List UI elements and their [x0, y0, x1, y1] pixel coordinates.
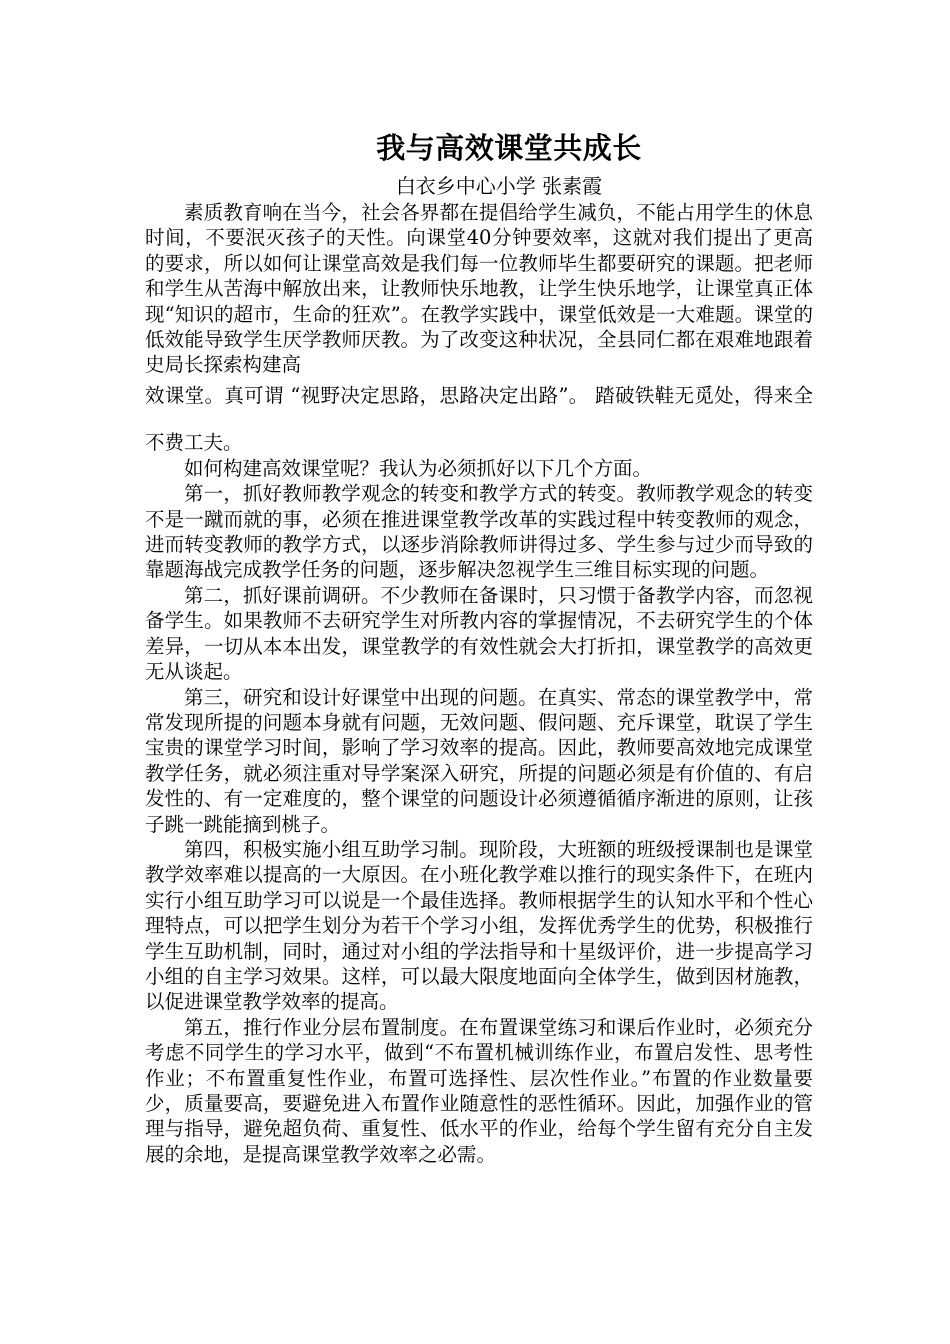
- paragraph-second-point: 第二，抓好课前调研。不少教师在备课时，只习惯于备教学内容，而忽视备学生。如果教师不去研究学生对所教内容的掌握情况，不去研究学生的个体差异，一切从本本出发，课堂教学的有效性就会大打折扣，课堂教学的高效更无从谈起。: [145, 583, 813, 684]
- paragraph-third-point: 第三，研究和设计好课堂中出现的问题。在真实、常态的课堂教学中，常常发现所提的问题本身就有问题，无效问题、假问题、充斥课堂，耽误了学生宝贵的课堂学习时间，影响了学习效率的提高。因此，教师要高效地完成课堂教学任务，就必须注重对导学案深入研究，所提的问题必须是有价值的、有启发性的、有一定难度的，整个课堂的问题设计必须遵循循序渐进的原则，让孩子跳一跳能摘到桃子。: [145, 685, 813, 836]
- paragraph-fifth-point: 第五，推行作业分层布置制度。在布置课堂练习和课后作业时，必须充分考虑不同学生的学习水平，做到“不布置机械训练作业，布置启发性、思考性作业；不布置重复性作业，布置可选择性、层次性作业。”布置的作业数量要少，质量要高，要避免进入布置作业随意性的恶性循环。因此，加强作业的管理与指导，避免超负荷、重复性、低水平的作业，给每个学生留有充分自主发展的余地，是提高课堂教学效率之必需。: [145, 1015, 813, 1166]
- document-page: [145, 128, 813, 1167]
- document-title: 我与高效课堂共成长: [376, 131, 642, 165]
- paragraph-intro: 素质教育响在当今，社会各界都在提倡给学生减负，不能占用学生的休息时间，不要泯灭孩子的天性。向课堂40分钟要效率，这就对我们提出了更高的要求，所以如何让课堂高效是我们每一位教师毕生都要研究的课题。把老师和学生从苦海中解放出来，让教师快乐地教，让学生快乐地学，让课堂真正体现“知识的超市，生命的狂欢”。在教学实践中，课堂低效是一大难题。课堂的低效能导致学生厌学教师厌教。为了改变这种状况，全县同仁都在艰难地跟着史局长探索构建高: [145, 201, 813, 377]
- paragraph-fourth-point: 第四，积极实施小组互助学习制。现阶段，大班额的班级授课制也是课堂教学效率难以提高的一大原因。在小班化教学难以推行的现实条件下，在班内实行小组互助学习可以说是一个最佳选择。教师根据学生的认知水平和个性心理特点，可以把学生划分为若干个学习小组，发挥优秀学生的优势，积极推行学生互助机制，同时，通过对小组的学法指导和十星级评价，进一步提高学习小组的自主学习效果。这样，可以最大限度地面向全体学生，做到因材施教，以促进课堂教学效率的提高。: [145, 837, 813, 1014]
- author-line: 白衣乡中心小学 张素霞: [395, 174, 603, 198]
- paragraph-first-point: 第一，抓好教师教学观念的转变和教学方式的转变。教师教学观念的转变不是一蹴而就的事，必须在推进课堂教学改革的实践过程中转变教师的观念，进而转变教师的教学方式，以逐步消除教师讲得过多、学生参与过少而导致的靠题海战完成教学任务的问题，逐步解决忽视学生三维目标实现的问题。: [145, 482, 813, 582]
- paragraph-question: 如何构建高效课堂呢？我认为必须抓好以下几个方面。: [184, 456, 653, 480]
- paragraph-intro-continued: 效课堂。真可谓 “视野决定思路，思路决定出路”。 踏破铁鞋无觅处，得来全不费工夫。: [145, 383, 813, 454]
